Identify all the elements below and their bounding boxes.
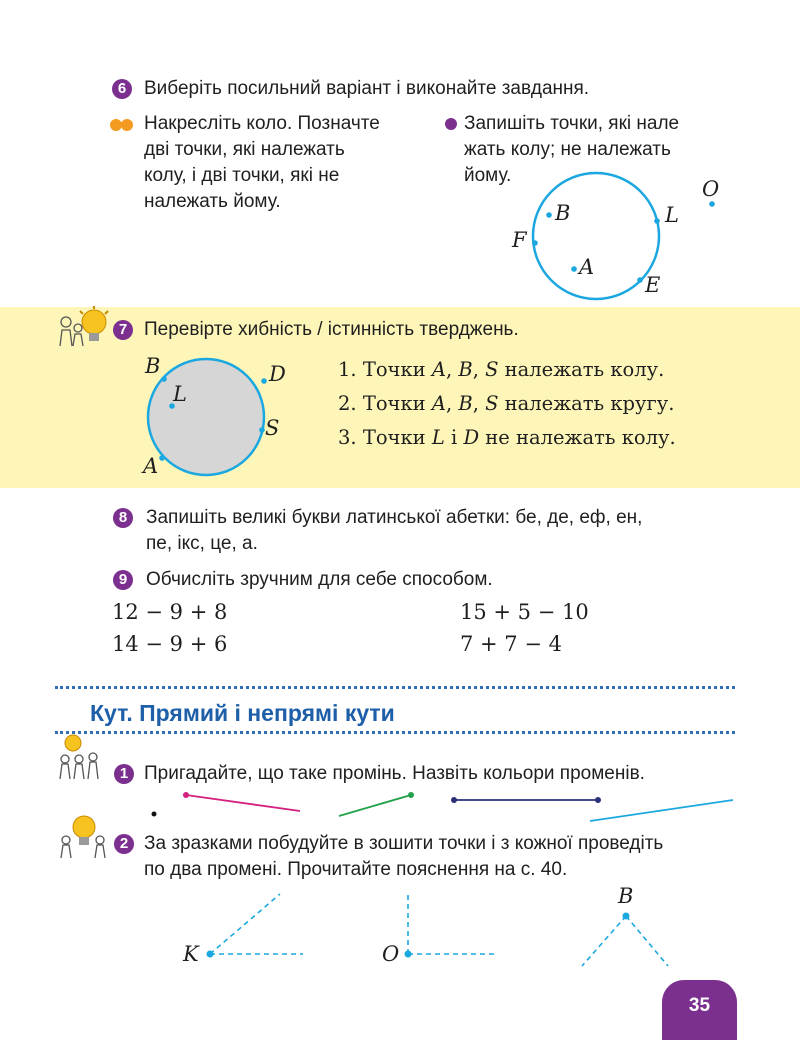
expression-1: 12 − 9 + 8: [112, 600, 228, 624]
option-a-line: Накресліть коло. Позначте: [144, 113, 380, 134]
point-b-label: B: [618, 884, 634, 908]
ray-b-right: [626, 916, 668, 966]
point-o-label: O: [382, 942, 400, 966]
statement-2: 2. Точки A, B, S належать кругу.: [338, 392, 675, 415]
task-1-number: 1: [114, 764, 134, 784]
expression-2: 15 + 5 − 10: [460, 600, 589, 624]
section-title: Кут. Прямий і непрямі кути: [90, 700, 395, 726]
point-f-label: F: [512, 228, 527, 252]
statement-1: 1. Точки A, B, S належать колу.: [338, 358, 665, 381]
point-k-marker: [207, 951, 214, 958]
task-1-text: Пригадайте, що таке промінь. Назвіть кольори променів.: [144, 763, 645, 784]
page-number-tab: [662, 980, 737, 1040]
point-l-label: L: [665, 203, 679, 227]
expression-3: 14 − 9 + 6: [112, 632, 228, 656]
option-b-line: Запишіть точки, які нале: [464, 113, 680, 134]
point-s-label: S: [265, 416, 280, 440]
task-2-number: 2: [114, 834, 134, 854]
task-2-line: За зразками побудуйте в зошити точки і з кожної проведіть: [144, 833, 664, 854]
option-a-line: колу, і дві точки, які не: [144, 165, 340, 186]
task-7-text: Перевірте хибність / істинність тверджень.: [144, 319, 519, 340]
point-a-label: A: [143, 454, 159, 478]
task-2-line: по два промені. Прочитайте пояснення на с. 40.: [144, 859, 568, 880]
task-9-number: 9: [113, 570, 133, 590]
page-number: 35: [688, 995, 711, 1016]
task-9-text: Обчисліть зручним для себе способом.: [146, 569, 493, 590]
point-o-marker: [405, 951, 412, 958]
task-8-number: 8: [113, 508, 133, 528]
point-d-label: D: [269, 362, 286, 386]
point-b-label: B: [145, 354, 161, 378]
ray-b-left: [582, 916, 626, 966]
point-o-label: O: [702, 177, 720, 201]
option-a-line: дві точки, які належать: [144, 139, 345, 160]
task-6-text: Виберіть посильний варіант і виконайте завдання.: [144, 78, 590, 99]
statement-3: 3. Точки L і D не належать колу.: [338, 426, 676, 449]
point-l-label: L: [173, 382, 187, 406]
option-a-line: належать йому.: [144, 191, 281, 212]
option-b-line: жать колу; не належать: [464, 139, 671, 160]
task-8-line: Запишіть великі букви латинської абетки: бе, де, еф, ен,: [146, 507, 643, 528]
point-k-label: K: [183, 942, 199, 966]
option-b-line: йому.: [464, 165, 512, 186]
task-7-number: 7: [113, 320, 133, 340]
ray-k-diagonal: [210, 894, 280, 954]
expression-4: 7 + 7 − 4: [460, 632, 562, 656]
point-b-marker: [623, 913, 630, 920]
task-8-line: пе, ікс, це, а.: [146, 533, 258, 554]
point-b-label: B: [555, 201, 571, 225]
point-a-label: A: [579, 255, 595, 279]
task-6-number: 6: [112, 79, 132, 99]
point-e-label: E: [645, 273, 661, 297]
